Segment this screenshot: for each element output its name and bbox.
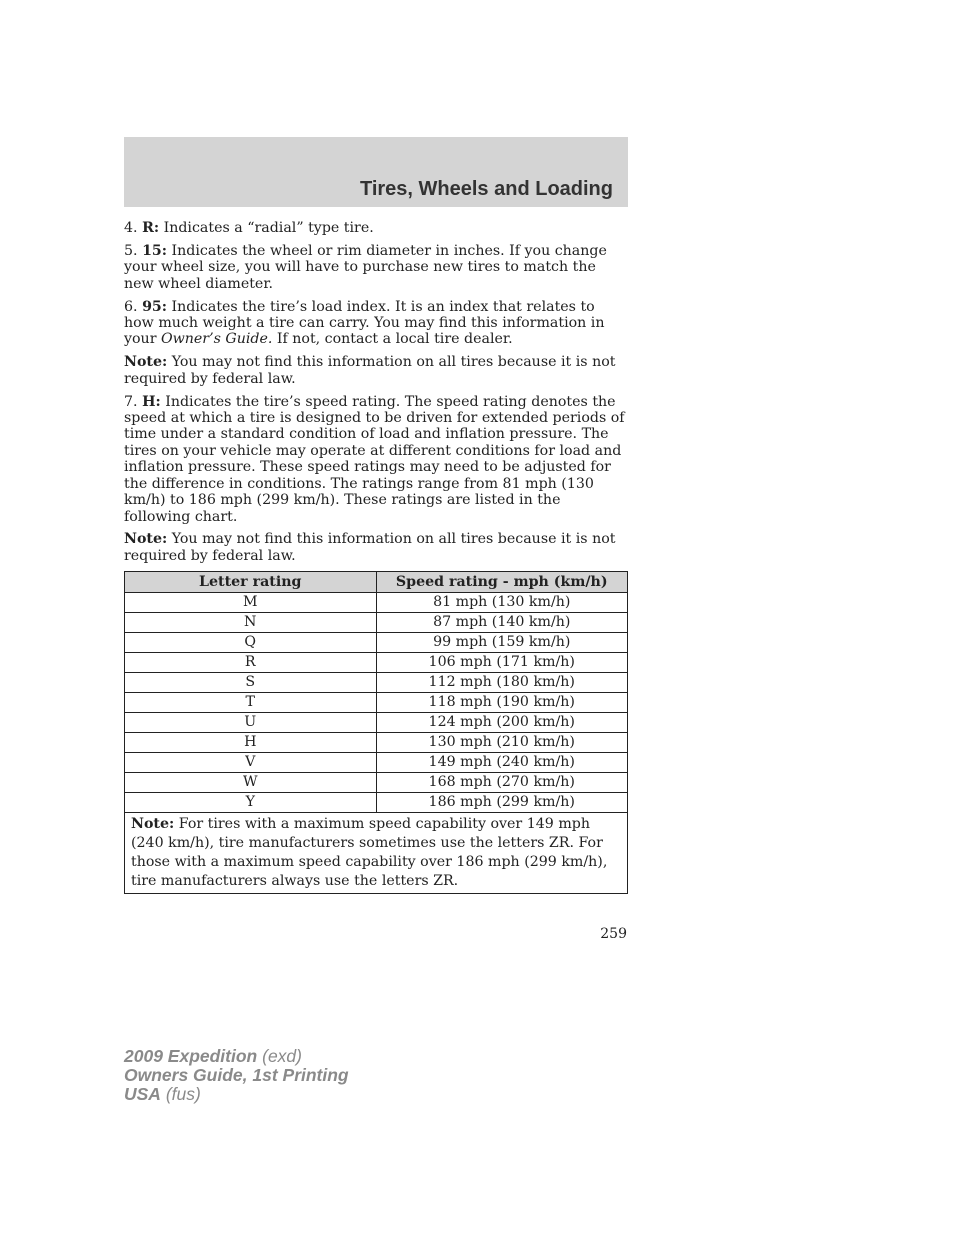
item-text: If not, contact a local tire dealer. [272,331,513,348]
section-title: Tires, Wheels and Loading [359,178,613,200]
item-key: 15: [142,242,168,259]
column-header-speed: Speed rating - mph (km/h) [376,571,628,592]
table-row [125,612,628,632]
footer-line-3 [124,1085,349,1104]
item-7 [124,394,628,525]
item-5 [124,243,628,292]
note-text: You may not find this information on all tires because it is not required by federal law. [124,531,616,564]
speed-rating-cell: 168 mph (270 km/h) [376,772,628,792]
footer-line-1 [124,1047,349,1066]
section-header [124,137,628,207]
speed-rating-cell: 87 mph (140 km/h) [376,612,628,632]
speed-rating-table [124,571,628,894]
letter-rating-cell: H [125,732,377,752]
item-text: Indicates a “radial” type tire. [159,220,374,236]
item-number: 5. [124,242,138,259]
letter-rating-cell: W [125,772,377,792]
letter-rating-cell: T [125,692,377,712]
table-note-row [125,812,628,893]
item-key: 95: [142,298,168,315]
item-key: H: [142,393,161,410]
letter-rating-cell: Q [125,632,377,652]
table-note [125,812,628,893]
speed-rating-cell: 106 mph (171 km/h) [376,652,628,672]
note-text: For tires with a maximum speed capability over 149 mph (240 km/h), tire manufacturers sometimes use the letters ZR. For those with a maximum speed capability over 186 mph (299 km/h), tire manufacturers always use the letters ZR. [131,815,608,889]
speed-rating-cell: 112 mph (180 km/h) [376,672,628,692]
letter-rating-cell: R [125,652,377,672]
table-row [125,712,628,732]
letter-rating-cell: N [125,612,377,632]
letter-rating-cell: V [125,752,377,772]
speed-rating-cell: 130 mph (210 km/h) [376,732,628,752]
speed-rating-cell: 186 mph (299 km/h) [376,792,628,812]
table-row [125,672,628,692]
note-label: Note: [124,531,168,548]
letter-rating-cell: U [125,712,377,732]
table-row [125,652,628,672]
letter-rating-cell: M [125,592,377,612]
item-number: 4. [124,220,138,236]
table-row [125,792,628,812]
page-number: 259 [600,926,627,942]
item-4 [124,220,628,236]
note-label: Note: [124,354,168,371]
table-header-row [125,571,628,592]
column-header-letter: Letter rating [125,571,377,592]
table-row [125,592,628,612]
speed-rating-cell: 99 mph (159 km/h) [376,632,628,652]
note-text: You may not find this information on all tires because it is not required by federal law. [124,354,616,387]
note-1 [124,354,628,387]
letter-rating-cell: Y [125,792,377,812]
table-row [125,692,628,712]
table-row [125,632,628,652]
note-2 [124,531,628,564]
document-footer [124,1047,349,1104]
footer-printing: Owners Guide, 1st Printing [124,1065,349,1085]
item-text: Indicates the wheel or rim diameter in inches. If you change your wheel size, you will have to purchase new tires to match the new wheel diameter. [124,242,607,292]
item-emphasis: Owner’s Guide. [161,331,273,348]
item-6 [124,299,628,348]
footer-model: 2009 Expedition [124,1046,258,1066]
item-key: R: [142,220,160,236]
footer-line-2 [124,1066,349,1085]
footer-model-code: (exd) [257,1046,302,1066]
table-row [125,772,628,792]
footer-region: USA [124,1084,161,1104]
speed-rating-cell: 118 mph (190 km/h) [376,692,628,712]
page-content [124,220,628,894]
table-row [125,732,628,752]
letter-rating-cell: S [125,672,377,692]
item-number: 6. [124,298,138,315]
item-text: Indicates the tire’s load index. It is an index that relates to how much weight a tire can carry. You may find this information in your [124,298,605,348]
speed-rating-cell: 124 mph (200 km/h) [376,712,628,732]
speed-rating-cell: 81 mph (130 km/h) [376,592,628,612]
note-label: Note: [131,815,175,832]
table-row [125,752,628,772]
item-text: Indicates the tire’s speed rating. The speed rating denotes the speed at which a tire is designed to be driven for extended periods of time under a standard condition of load and inflation pressure. The tires on your vehicle may operate at different conditions for load and inflation pressure. These speed ratings may need to be adjusted for the difference in conditions. The ratings range from 81 mph (130 km/h) to 186 mph (299 km/h). These ratings are listed in the following chart. [124,393,625,525]
table-body [125,592,628,812]
item-number: 7. [124,393,138,410]
speed-rating-cell: 149 mph (240 km/h) [376,752,628,772]
footer-region-code: (fus) [160,1084,201,1104]
